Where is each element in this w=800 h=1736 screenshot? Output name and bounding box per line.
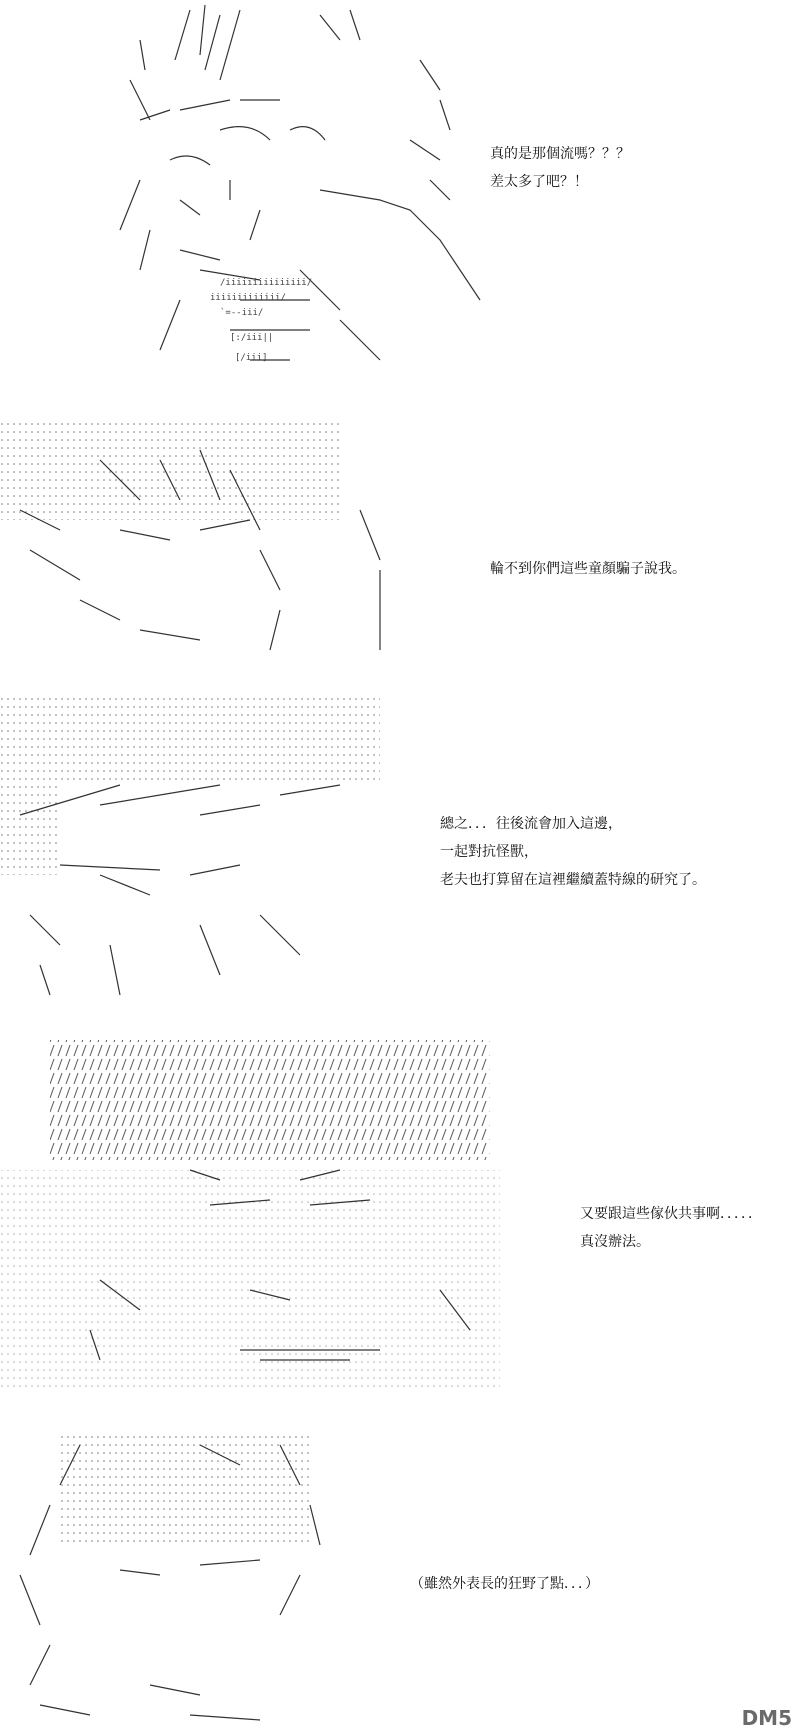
ascii-art-face-4	[0, 1030, 520, 1415]
ascii-art-face-1	[80, 0, 600, 400]
panel-5	[0, 1425, 800, 1736]
caption-panel-1	[490, 140, 630, 196]
svg-text:[/iii]: [/iii]	[235, 353, 268, 363]
ascii-art-face-3	[0, 695, 400, 1020]
caption-line: 又要跟這些傢伙共事啊．．．．．	[580, 1206, 762, 1222]
caption-line: 差太多了吧？！	[490, 174, 588, 190]
caption-panel-4	[580, 1200, 762, 1256]
caption-line: 老夫也打算留在這裡繼續蓋特線的研究了。	[440, 872, 706, 888]
ascii-art-face-5	[0, 1425, 360, 1725]
svg-text:`=--iii/: `=--iii/	[220, 308, 264, 318]
caption-panel-5	[410, 1570, 599, 1598]
caption-line: 輪不到你們這些童顏騙子說我。	[490, 561, 686, 577]
svg-text:/iiiiiiiiiiiiiii/: /iiiiiiiiiiiiiii/	[220, 278, 313, 288]
panel-2	[0, 420, 800, 680]
caption-line: 真的是那個流嗎？？？	[490, 146, 630, 162]
panel-3	[0, 695, 800, 1020]
ascii-art-face-2	[0, 420, 440, 680]
panel-4	[0, 1030, 800, 1415]
svg-text:[:/iii||: [:/iii||	[230, 333, 274, 343]
watermark-logo: DM5	[741, 1706, 792, 1730]
caption-panel-2	[490, 555, 686, 583]
caption-line: 總之．．．往後流會加入這邊，	[440, 816, 622, 832]
svg-text:iiiiiiiiiiiii/: iiiiiiiiiiiii/	[210, 293, 286, 303]
caption-line: 真沒辦法。	[580, 1234, 650, 1250]
caption-line: 一起對抗怪獸，	[440, 844, 538, 860]
panel-1	[0, 0, 800, 400]
caption-panel-3	[440, 810, 706, 894]
caption-line: （雖然外表長的狂野了點．．．）	[410, 1576, 599, 1592]
